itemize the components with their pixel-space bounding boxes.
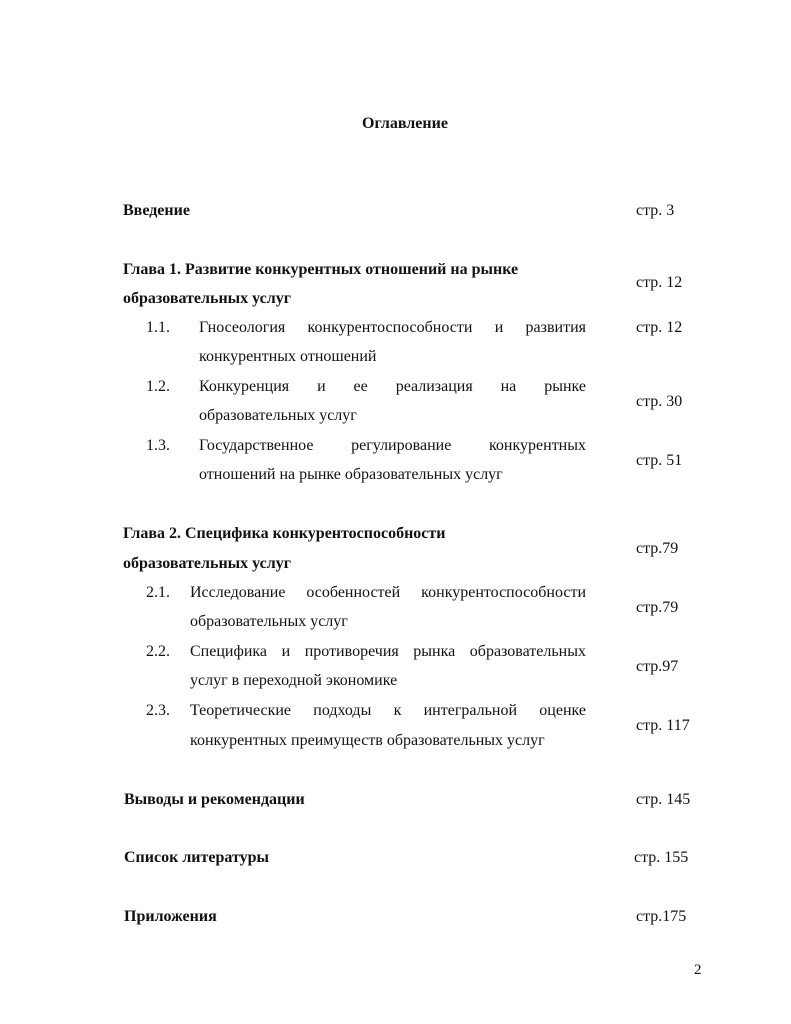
toc-references-label: Список литературы	[124, 849, 269, 866]
page-title: Оглавление	[362, 115, 448, 132]
section-1-2-title-line1: Конкуренция и ее реализация на рынке	[199, 378, 586, 395]
chapter2-title-line2: образовательных услуг	[123, 555, 292, 572]
section-2-2-page: стр.97	[636, 658, 679, 675]
section-2-3-title-line1: Теоретические подходы к интегральной оценке	[190, 702, 586, 719]
section-1-3-title-line2: отношений на рынке образовательных услуг	[199, 466, 503, 483]
section-2-3-number: 2.3.	[146, 702, 170, 719]
section-1-1-title-line2: конкурентных отношений	[199, 348, 377, 365]
chapter1-title-line1: Глава 1. Развитие конкурентных отношений на рынке	[123, 261, 519, 278]
section-2-2-title-line2: услуг в переходной экономике	[190, 672, 398, 689]
section-1-3-title-line1: Государственное регулирование конкурентных	[199, 437, 586, 454]
section-2-3-title-line2: конкурентных преимуществ образовательных услуг	[190, 732, 545, 749]
section-2-2-title-line1: Специфика и противоречия рынка образовательных	[190, 643, 586, 660]
chapter2-title-line1: Глава 2. Специфика конкурентоспособности	[123, 525, 446, 542]
page-number: 2	[694, 962, 702, 978]
toc-intro-label: Введение	[123, 202, 190, 219]
chapter2-page: стр.79	[636, 540, 679, 557]
section-2-3-page: стр. 117	[636, 717, 690, 734]
section-1-2-number: 1.2.	[146, 378, 170, 395]
section-1-1-number: 1.1.	[146, 319, 170, 336]
chapter1-title-line2: образовательных услуг	[123, 290, 292, 307]
section-1-3-number: 1.3.	[146, 437, 170, 454]
toc-conclusions-page: стр. 145	[636, 791, 691, 808]
section-2-1-number: 2.1.	[146, 584, 170, 601]
section-2-1-title-line2: образовательных услуг	[190, 613, 348, 630]
toc-intro-page: стр. 3	[636, 202, 675, 219]
section-2-2-number: 2.2.	[146, 643, 170, 660]
toc-conclusions-label: Выводы и рекомендации	[124, 791, 305, 808]
section-1-3-page: стр. 51	[636, 452, 683, 469]
section-1-2-title-line2: образовательных услуг	[199, 407, 357, 424]
section-2-1-page: стр.79	[636, 599, 679, 616]
section-1-2-page: стр. 30	[636, 393, 683, 410]
section-1-1-title-line1: Гносеология конкурентоспособности и развития	[199, 319, 586, 336]
section-1-1-page: стр. 12	[636, 319, 683, 336]
section-2-1-title-line1: Исследование особенностей конкурентоспособности	[190, 584, 586, 601]
toc-references-page: стр. 155	[634, 849, 689, 866]
toc-appendices-label: Приложения	[124, 908, 217, 925]
toc-appendices-page: стр.175	[636, 908, 687, 925]
chapter1-page: стр. 12	[636, 274, 683, 291]
